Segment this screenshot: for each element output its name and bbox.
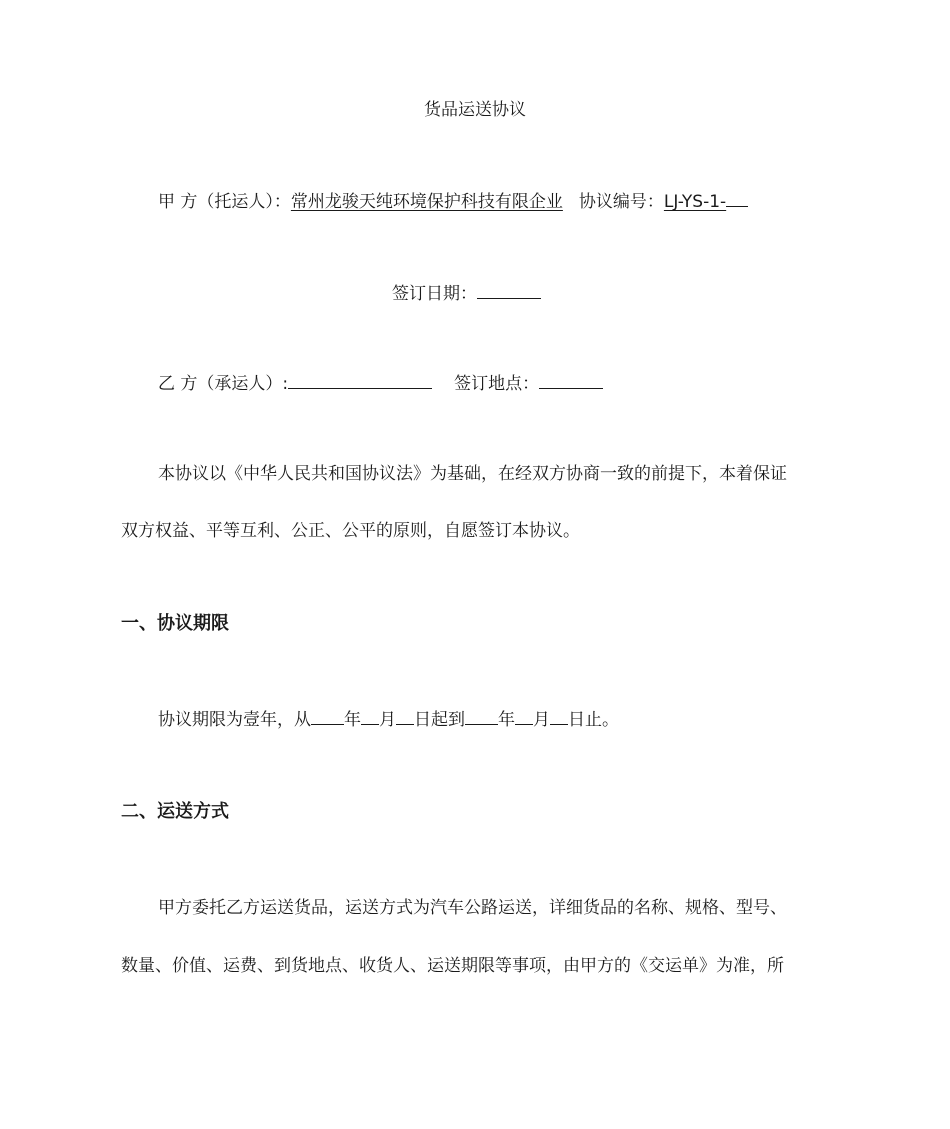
document-title: 货品运送协议 xyxy=(424,100,526,120)
party-b-row xyxy=(158,371,603,396)
agreement-no-label: 协议编号： xyxy=(578,192,664,212)
term-year-blank-2[interactable] xyxy=(465,707,498,725)
sign-place-blank[interactable] xyxy=(539,371,603,389)
sign-date-blank[interactable] xyxy=(477,281,541,299)
agreement-no-blank[interactable] xyxy=(726,189,748,207)
party-b-label: 乙 方（承运人）: xyxy=(158,374,289,394)
method-line-2: 数量、价值、运费、到货地点、收货人、运送期限等事项，由甲方的《交运单》为准，所 xyxy=(121,956,784,976)
sign-date-label: 签订日期： xyxy=(392,284,477,304)
agreement-no-value: LJ-YS-1- xyxy=(663,192,727,212)
party-b-blank[interactable] xyxy=(288,371,432,389)
term-month-blank-2[interactable] xyxy=(515,707,533,725)
term-month-2: 月 xyxy=(533,710,550,730)
intro-line-1: 本协议以《中华人民共和国协议法》为基础，在经双方协商一致的前提下，本着保证 xyxy=(158,464,787,484)
section-1-heading: 一、协议期限 xyxy=(121,613,229,634)
term-month-1: 月 xyxy=(379,710,396,730)
term-row xyxy=(158,707,619,732)
term-month-blank-1[interactable] xyxy=(361,707,379,725)
sign-place-label: 签订地点： xyxy=(454,374,540,394)
section-2-heading: 二、运送方式 xyxy=(121,801,229,822)
term-day-blank-1[interactable] xyxy=(396,707,414,725)
party-a-label: 甲 方（托运人）： xyxy=(158,192,291,212)
intro-line-2: 双方权益、平等互利、公正、公平的原则，自愿签订本协议。 xyxy=(121,521,580,541)
term-day-blank-2[interactable] xyxy=(550,707,568,725)
term-part1: 协议期限为壹年，从 xyxy=(158,710,311,730)
term-year-2: 年 xyxy=(498,710,515,730)
term-year-blank-1[interactable] xyxy=(311,707,344,725)
party-a-row xyxy=(158,189,748,214)
sign-date-row xyxy=(392,281,541,306)
term-year-1: 年 xyxy=(344,710,361,730)
term-day-2: 日止。 xyxy=(568,710,619,730)
party-a-name: 常州龙骏天纯环境保护科技有限企业 xyxy=(290,192,563,212)
term-day-1: 日起到 xyxy=(414,710,465,730)
method-line-1: 甲方委托乙方运送货品，运送方式为汽车公路运送，详细货品的名称、规格、型号、 xyxy=(158,898,787,918)
